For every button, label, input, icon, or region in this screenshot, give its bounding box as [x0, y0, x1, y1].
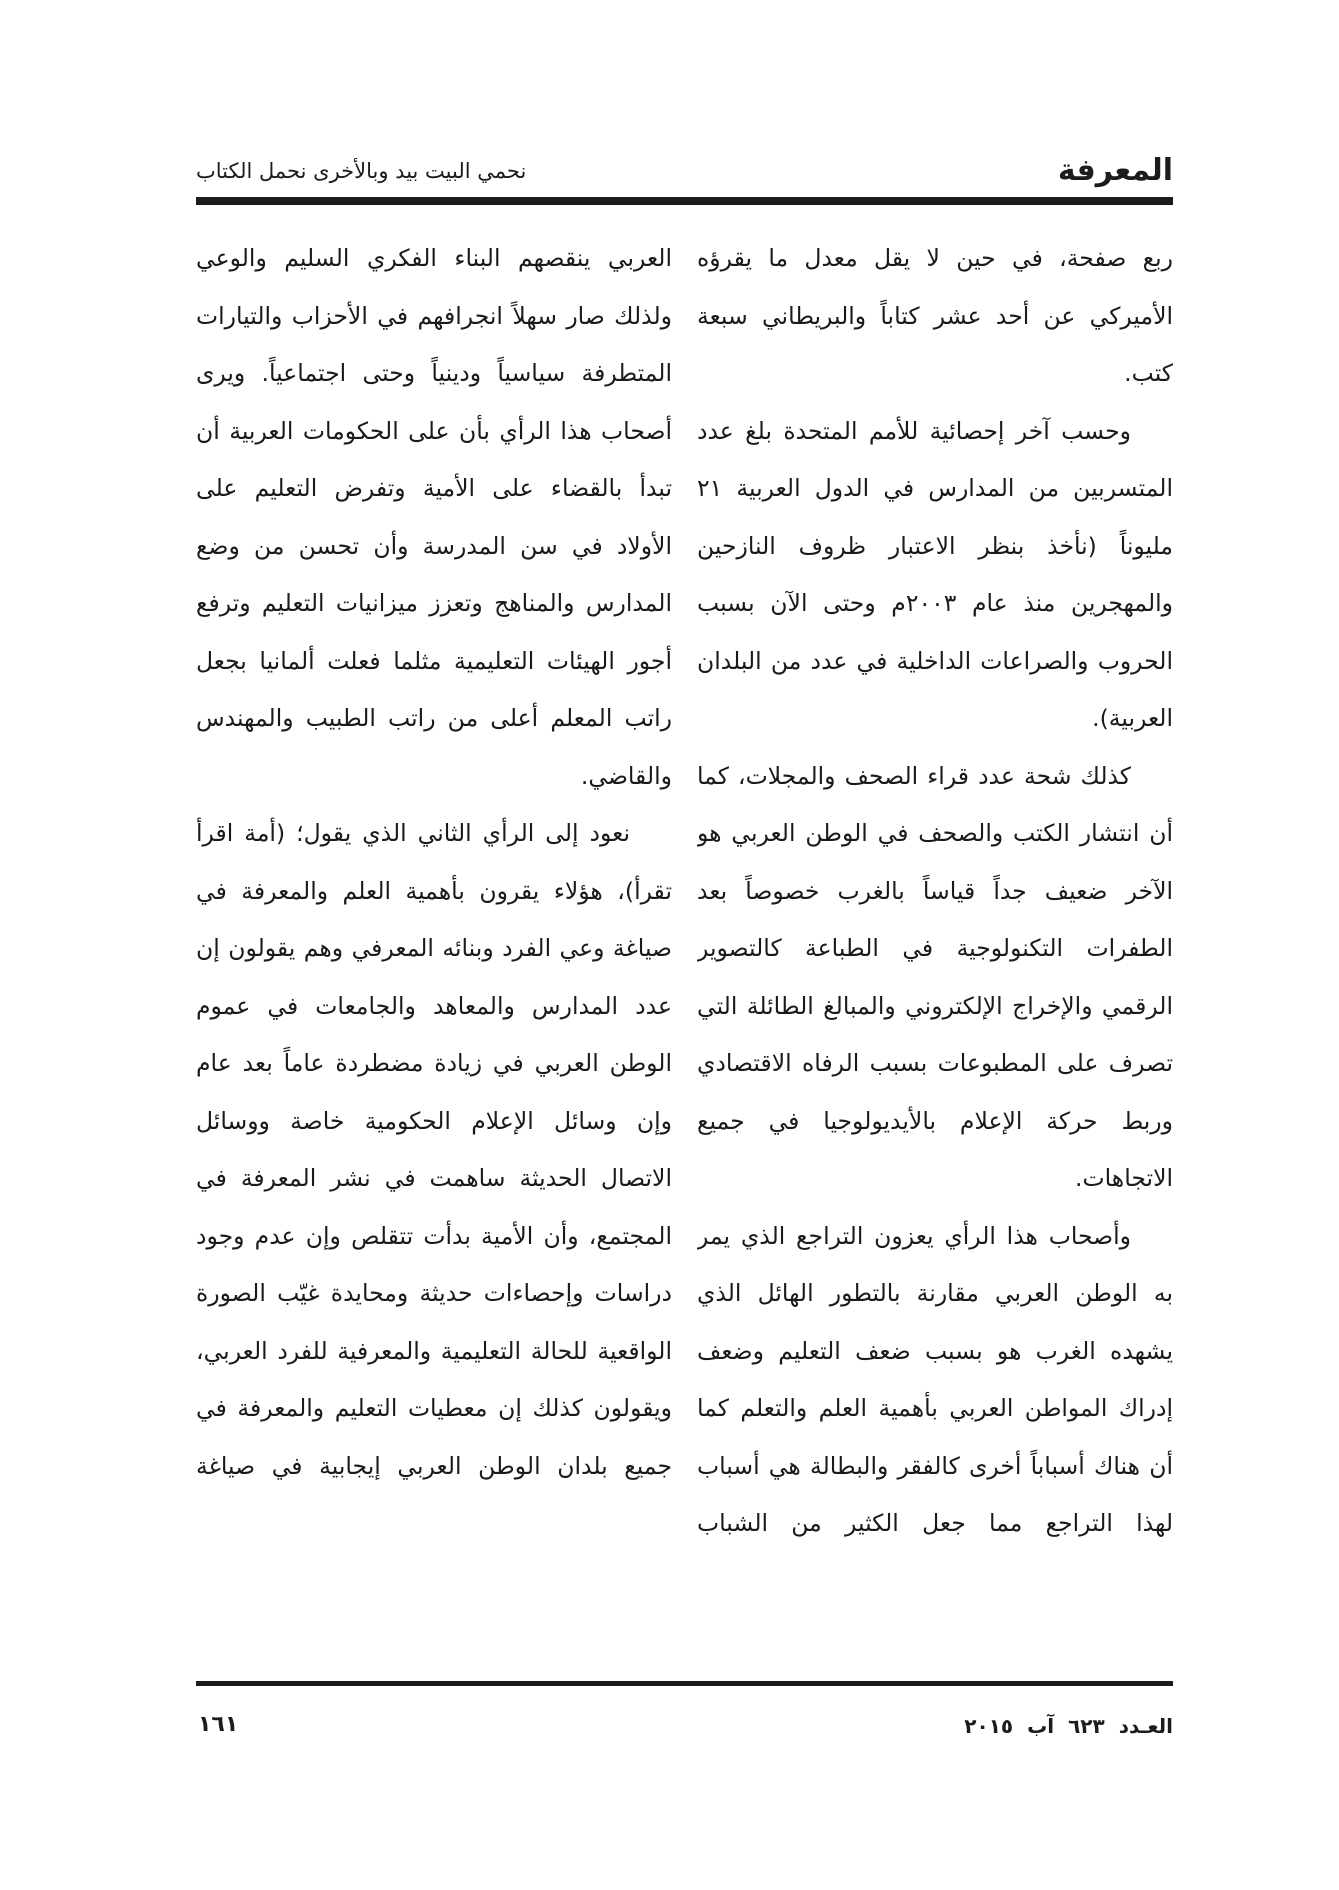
paragraph: وأصحاب هذا الرأي يعزون التراجع الذي يمر به الوطن العربي مقارنة بالتطور الهائل الذي يشهده الغرب هو بسبب ضعف التعليم وضعف إدراك المواطن العربي بأهمية العلم والتعلم كما أن هناك أسباباً أخرى كالفقر والبطالة هي أسباب لهذا التراجع مما جعل الكثير من الشباب — [697, 1221, 1173, 1537]
page-header — [196, 150, 1173, 192]
issue-label: العـدد — [1118, 1714, 1173, 1738]
issue-month: آب — [1027, 1714, 1055, 1738]
running-title: نحمي البيت بيد وبالأخرى نحمل الكتاب — [196, 159, 527, 183]
paragraph: العربي ينقصهم البناء الفكري السليم والوعي ولذلك صار سهلاً انجرافهم في الأحزاب والتيارات المتطرفة سياسياً ودينياً وحتى اجتماعياً. ويرى أصحاب هذا الرأي بأن على الحكومات العربية أن تبدأ بالقضاء على الأمية وتفرض التعليم على الأولاد في سن المدرسة وأن تحسن من وضع المدارس والمناهج وتعزز ميزانيات التعليم وترفع أجور الهيئات التعليمية مثلما فعلت ألمانيا بجعل راتب المعلم أعلى من راتب الطبيب والمهندس والقاضي. — [196, 244, 672, 790]
paragraph: ربع صفحة، في حين لا يقل معدل ما يقرؤه الأميركي عن أحد عشر كتاباً والبريطاني سبعة كتب. — [697, 244, 1173, 387]
footer-rule — [196, 1681, 1173, 1686]
paragraph: وحسب آخر إحصائية للأمم المتحدة بلغ عدد المتسربين من المدارس في الدول العربية ٢١ مليوناً (نأخذ بنظر الاعتبار ظروف النازحين والمهجرين منذ عام ٢٠٠٣م وحتى الآن بسبب الحروب والصراعات الداخلية في عدد من البلدان العربية). — [697, 416, 1173, 732]
paragraph: كذلك شحة عدد قراء الصحف والمجلات، كما أن انتشار الكتب والصحف في الوطن العربي هو الآخر ضعيف جداً قياساً بالغرب خصوصاً بعد الطفرات التكنولوجية في الطباعة كالتصوير الرقمي والإخراج الإلكتروني والمبالغ الطائلة التي تصرف على المطبوعات بسبب الرفاه الاقتصادي وربط حركة الإعلام بالأيديولوجيا في جميع الاتجاهات. — [697, 761, 1173, 1192]
magazine-name: المعرفة — [1057, 153, 1173, 188]
issue-year: ٢٠١٥ — [964, 1714, 1014, 1738]
page-number: ١٦١ — [198, 1712, 239, 1737]
column-left — [196, 230, 672, 1670]
issue-info — [950, 1710, 1173, 1742]
column-right — [697, 230, 1173, 1670]
header-rule — [196, 197, 1173, 205]
issue-number: ٦٢٣ — [1068, 1714, 1105, 1738]
paragraph: نعود إلى الرأي الثاني الذي يقول؛ (أمة اقرأ تقرأ)، هؤلاء يقرون بأهمية العلم والمعرفة في صياغة وعي الفرد وبنائه المعرفي وهم يقولون إن عدد المدارس والمعاهد والجامعات في عموم الوطن العربي في زيادة مضطردة عاماً بعد عام وإن وسائل الإعلام الحكومية خاصة ووسائل الاتصال الحديثة ساهمت في نشر المعرفة في المجتمع، وأن الأمية بدأت تتقلص وإن عدم وجود دراسات وإحصاءات حديثة ومحايدة غيّب الصورة الواقعية للحالة التعليمية والمعرفية للفرد العربي، ويقولون كذلك إن معطيات التعليم والمعرفة في جميع بلدان الوطن العربي إيجابية في صياغة — [196, 819, 672, 1480]
